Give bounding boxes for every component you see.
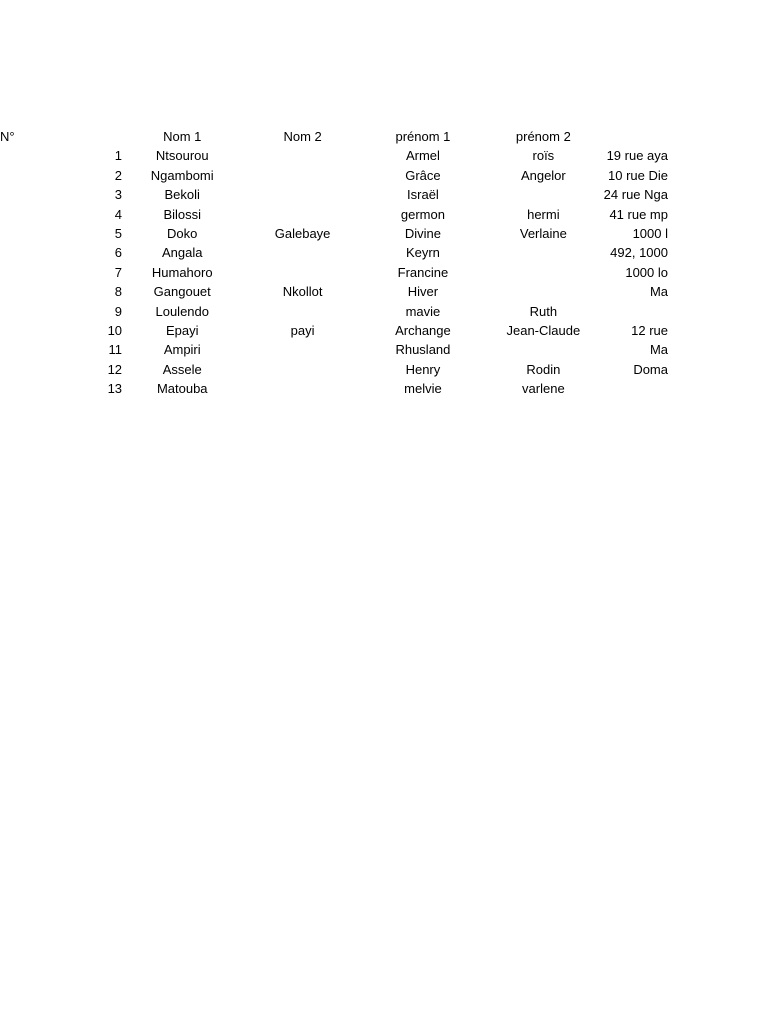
row-lead-cell xyxy=(0,166,63,185)
cell-nom1: Humahoro xyxy=(151,264,213,280)
row-lead-cell xyxy=(0,379,63,398)
row-lead-cell xyxy=(0,263,63,282)
cell-nom2 xyxy=(242,379,362,398)
header-num: N° xyxy=(0,129,15,144)
cell-num: 8 xyxy=(114,284,123,300)
cell-adresse: 1000 lo xyxy=(625,264,668,280)
spreadsheet-page xyxy=(0,127,668,399)
cell-nom1: Doko xyxy=(167,226,198,242)
cell-num: 4 xyxy=(114,206,123,222)
cell-nom1: Bekoli xyxy=(164,187,200,203)
cell-num: 3 xyxy=(114,187,123,203)
cell-nom2: Nkollot xyxy=(282,284,323,300)
row-lead-cell xyxy=(0,340,63,359)
row-lead-cell xyxy=(0,360,63,379)
cell-adresse: Ma xyxy=(649,284,668,300)
cell-prenom2: Verlaine xyxy=(519,226,567,242)
row-lead-cell xyxy=(0,321,63,340)
table-row xyxy=(0,243,668,262)
cell-prenom2: varlene xyxy=(522,381,565,397)
cell-prenom2 xyxy=(483,340,604,359)
row-lead-cell xyxy=(0,185,63,204)
cell-nom1: Ngambomi xyxy=(150,167,214,183)
cell-nom1: Loulendo xyxy=(155,303,209,319)
cell-adresse xyxy=(604,379,668,398)
cell-nom2: Galebaye xyxy=(274,226,331,242)
table-row xyxy=(0,205,668,224)
cell-prenom2 xyxy=(483,185,604,204)
cell-adresse: 41 rue mp xyxy=(609,206,668,222)
cell-prenom2: hermi xyxy=(527,206,560,222)
cell-nom2: payi xyxy=(290,323,315,339)
cell-nom2 xyxy=(242,243,362,262)
cell-nom1: Angala xyxy=(161,245,203,261)
cell-nom1: Ampiri xyxy=(163,342,201,358)
cell-nom2 xyxy=(242,340,362,359)
cell-nom1: Ntsourou xyxy=(155,148,209,164)
cell-prenom2 xyxy=(483,263,604,282)
table-body xyxy=(0,146,668,398)
table-row xyxy=(0,282,668,301)
cell-nom2 xyxy=(242,302,362,321)
table-row xyxy=(0,146,668,165)
cell-nom2 xyxy=(242,166,362,185)
header-prenom2: prénom 2 xyxy=(515,129,571,144)
cell-num: 13 xyxy=(107,381,123,397)
cell-adresse: 492, 1000 xyxy=(610,245,668,261)
cell-prenom2: roïs xyxy=(532,148,555,164)
table-row xyxy=(0,224,668,243)
header-nom1: Nom 1 xyxy=(163,129,202,144)
cell-num: 10 xyxy=(107,323,123,339)
cell-prenom2: Rodin xyxy=(526,361,561,377)
cell-num: 9 xyxy=(114,303,123,319)
cell-prenom1: Henry xyxy=(405,361,441,377)
cell-adresse: 12 rue xyxy=(631,323,668,339)
cell-prenom1: Grâce xyxy=(405,167,441,183)
table-row xyxy=(0,263,668,282)
cell-adresse: 19 rue aya xyxy=(606,148,668,164)
header-spacer xyxy=(63,127,123,146)
cell-adresse: Ma xyxy=(649,342,668,358)
cell-num: 6 xyxy=(114,245,123,261)
cell-nom2 xyxy=(242,205,362,224)
row-lead-cell xyxy=(0,302,63,321)
row-lead-cell xyxy=(0,243,63,262)
cell-num: 11 xyxy=(108,342,123,358)
cell-prenom1: Rhusland xyxy=(395,342,451,358)
table-row xyxy=(0,302,668,321)
row-lead-cell xyxy=(0,282,63,301)
cell-nom1: Bilossi xyxy=(163,206,202,222)
cell-prenom1: mavie xyxy=(405,303,441,319)
cell-adresse xyxy=(604,302,668,321)
cell-prenom1: melvie xyxy=(404,381,442,397)
cell-prenom1: Divine xyxy=(404,226,441,242)
cell-prenom1: Hiver xyxy=(407,284,439,300)
table-row xyxy=(0,379,668,398)
cell-nom1: Assele xyxy=(162,361,202,377)
cell-nom2 xyxy=(242,263,362,282)
cell-num: 12 xyxy=(107,361,123,377)
table-row xyxy=(0,185,668,204)
header-adresse xyxy=(604,127,668,146)
cell-prenom1: Israël xyxy=(407,187,439,203)
cell-prenom2: Ruth xyxy=(529,303,558,319)
row-lead-cell xyxy=(0,146,63,165)
cell-prenom2: Jean-Claude xyxy=(506,323,581,339)
name-list-table xyxy=(0,127,668,399)
cell-prenom1: germon xyxy=(400,206,445,222)
cell-num: 7 xyxy=(114,264,123,280)
cell-prenom2 xyxy=(483,243,604,262)
cell-num: 1 xyxy=(114,148,123,164)
table-row xyxy=(0,166,668,185)
header-nom2: Nom 2 xyxy=(283,129,322,144)
cell-num: 5 xyxy=(114,226,123,242)
table-row xyxy=(0,321,668,340)
row-lead-cell xyxy=(0,205,63,224)
header-prenom1: prénom 1 xyxy=(395,129,451,144)
cell-prenom1: Francine xyxy=(397,264,449,280)
row-lead-cell xyxy=(0,224,63,243)
cell-adresse: 24 rue Nga xyxy=(603,187,668,203)
cell-nom2 xyxy=(242,185,362,204)
cell-adresse: 10 rue Die xyxy=(608,167,668,183)
table-row xyxy=(0,360,668,379)
cell-num: 2 xyxy=(114,167,123,183)
cell-prenom1: Archange xyxy=(395,323,451,339)
cell-prenom1: Armel xyxy=(405,148,440,164)
table-row xyxy=(0,340,668,359)
cell-nom1: Matouba xyxy=(156,381,208,397)
cell-nom1: Epayi xyxy=(165,323,199,339)
cell-adresse: Doma xyxy=(633,361,668,377)
cell-nom1: Gangouet xyxy=(153,284,211,300)
cell-prenom2: Angelor xyxy=(520,167,566,183)
cell-nom2 xyxy=(242,360,362,379)
header-row xyxy=(0,127,668,146)
cell-nom2 xyxy=(242,146,362,165)
cell-adresse: 1000 l xyxy=(632,226,668,242)
cell-prenom1: Keyrn xyxy=(405,245,440,261)
cell-prenom2 xyxy=(483,282,604,301)
